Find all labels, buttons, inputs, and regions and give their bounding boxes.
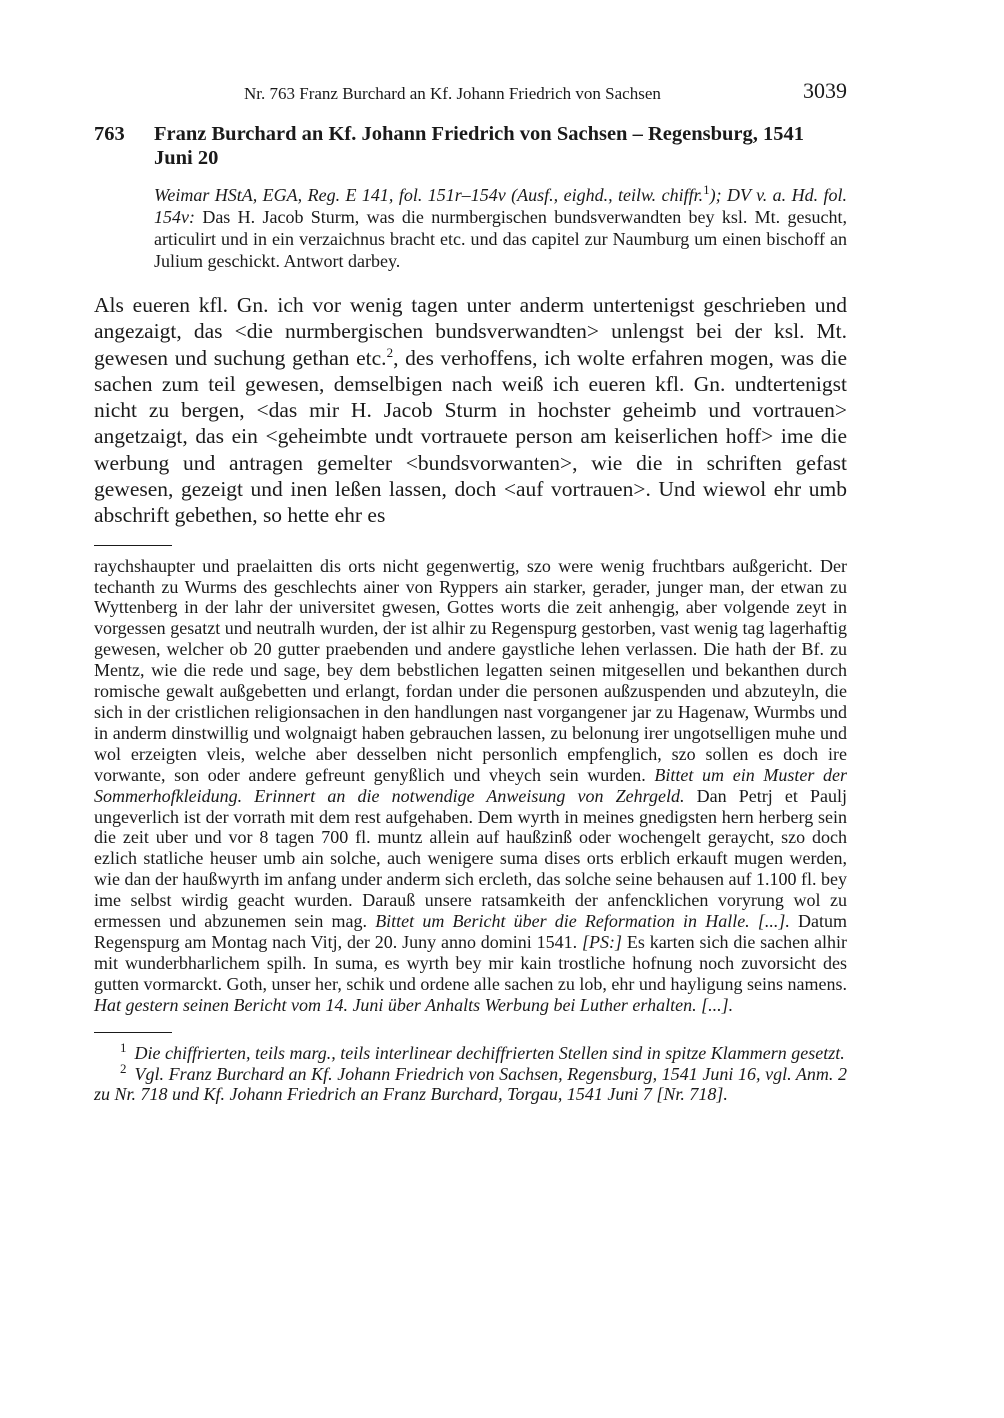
continued-footnote — [94, 556, 847, 1016]
continued-text-2: Dan Petrj et Paulj ungeverlich ist der vorrath mit dem rest aufgehaben. Dem wyrth in meines gnedigsten hern herberg sein die zeit uber und vor 8 tagen 700 fl. muntz allein auf haußzinß oder wochengelt geraycht, szo doch ezlich statliche heuser umb ain solche, auch wenigere suma dises orts erblich erkauft mugen werden, wie dan der haußwyrth im anfang under anderm sich ercleth, das solche seine behausen auf 1.100 fl. bey ime selbst wirdig geacht wurden. Darauß unsere ratsamkeith der anfencklichen voryrung wol zu ermessen und abzunemen sein mag. — [94, 785, 848, 932]
footnote-number: 1 — [120, 1039, 127, 1055]
document-heading — [94, 122, 847, 170]
footnote-divider — [94, 1032, 172, 1033]
footnote-ref-1: 1 — [703, 182, 710, 197]
footnote-number: 2 — [120, 1060, 127, 1076]
running-head — [94, 78, 847, 108]
letter-body-part-2: , des verhoffens, ich wolte erfahren mogen, was die sachen zum teil gewesen, demselbigen nach weiß ich eueren kfl. Gn. undtertenigst nicht zu bergen, <das mir H. Jacob Sturm in hochster geheimb und vortrauen> angetzaigt, das ein <geheimbte undt vortrauete person am keiserlichen hoff> ime die werbung und antragen gemelter <bundsvorwanten>, wie die in schriften gefast gewesen, gezeigt und inen leßen lassen, doch <auf vortrauen>. Und wiewol ehr umb abschrift gebethen, so hette ehr es — [94, 345, 847, 528]
source-summary: Das H. Jacob Sturm, was die nurmbergischen bundsverwandten bey ksl. Mt. gesucht, articulirt und in ein verzaichnus bracht etc. und das capitel zur Naumburg um einen bischoff an Julium geschickt. Antwort darbey. — [154, 207, 847, 271]
footnote-divider — [94, 545, 172, 546]
footnote-1 — [94, 1039, 847, 1064]
continued-text-1: raychshaupter und praelaitten dis orts nicht gegenwertig, szo were wenig fruchtbars außgericht. Der techanth zu Wurms des geschlechts ainer von Ryppers ain starker, gerader, junger man, der etwan zu Wyttenberg in der lahr der universitet gwesen, Gottes worts die zeit anhengig, aber volgende zeyt in vorgessen gesatzt und neutralh wurden, der ist alhir zu Regenspurg gestorben, vast wenig tag lagerhaftig gewesen, welcher ob 20 gutter praebenden und andere gaystliche lehen verlassen. Die hath der Bf. zu Mentz, wie die rede und sage, bey dem bebstlichen legatten seinen mitgesellen und bekanthen durch romische gewalt außgebetten und erlangt, fordan under die personen außzuspenden und abzuteyln, die sich in der cristlichen religionsachen in den handlungen nast vorgangener jar zu Hagenaw, Wurmbs und in anderm dinstwillig und wolgnaigt haben gebrauchen lassen, zu belonung irer ungotselligen muhe und wol erzeigten vleis, welche aber desselben nicht personlich empfenglich, szo sollen es doch ire vorwante, son oder andere gefreunt genyßlich und vheych sein wurden. — [94, 555, 847, 785]
page-number: 3039 — [803, 78, 847, 103]
archive-reference-end: ); DV v. a. Hd. fol. 154v: — [154, 185, 847, 227]
footnotes — [94, 1039, 847, 1106]
footnote-text: Vgl. Franz Burchard an Kf. Johann Friedrich von Sachsen, Regensburg, 1541 Juni 16, vgl. Anm. 2 zu Nr. 718 und Kf. Johann Friedrich an Franz Burchard, Torgau, 1541 Juni 7 [Nr. 718]. — [94, 1063, 847, 1105]
postscript-marker: [PS:] — [582, 931, 622, 952]
footnote-ref-2: 2 — [386, 344, 394, 360]
letter-body — [94, 292, 847, 529]
document-title: Franz Burchard an Kf. Johann Friedrich von Sachsen – Regensburg, 1541 Juni 20 — [154, 123, 804, 169]
letter-body-part-1: Als eueren kfl. Gn. ich vor wenig tagen unter anderm untertenigst geschrieben und angezaigt, das <die nurmbergischen bundsverwandten> unlengst bei der ksl. Mt. gewesen und suchung gethan etc. — [94, 293, 847, 370]
archive-reference: Weimar HStA, EGA, Reg. E 141, fol. 151r–154v (Ausf., eighd., teilw. chiffr. — [154, 185, 704, 205]
running-title: Nr. 763 Franz Burchard an Kf. Johann Friedrich von Sachsen — [244, 84, 661, 103]
continued-text-3: Datum Regenspurg am Montag nach Vitj, der 20. Juny anno domini 1541. — [94, 911, 848, 952]
source-note — [154, 184, 847, 272]
continued-summary-2: Bittet um Bericht über die Reformation in Halle. [...]. — [375, 911, 790, 932]
footnote-text: Die chiffrierten, teils marg., teils interlinear dechiffrierten Stellen sind in spitze Klammern gesetzt. — [134, 1042, 845, 1063]
footnote-2 — [94, 1060, 847, 1106]
continued-text-4: Es karten sich die sachen alhir mit wunderbharlichem spilh. In suma, es wyrth bey mir kain trostliche hofnung noch zuvorsicht des gutten vormarckt. Goth, unser her, schik und ordene alle sachen zu lob, ehr und hayligung seins namens. — [94, 931, 847, 994]
page — [94, 78, 847, 1105]
document-number: 763 — [94, 123, 125, 145]
continued-summary-3: Hat gestern seinen Bericht vom 14. Juni über Anhalts Werbung bei Luther erhalten. [...]. — [94, 994, 734, 1015]
continued-summary-1: Bittet um ein Muster der Sommerhofkleidung. Erinnert an die notwendige Anweisung von Zehrgeld. — [94, 764, 848, 806]
